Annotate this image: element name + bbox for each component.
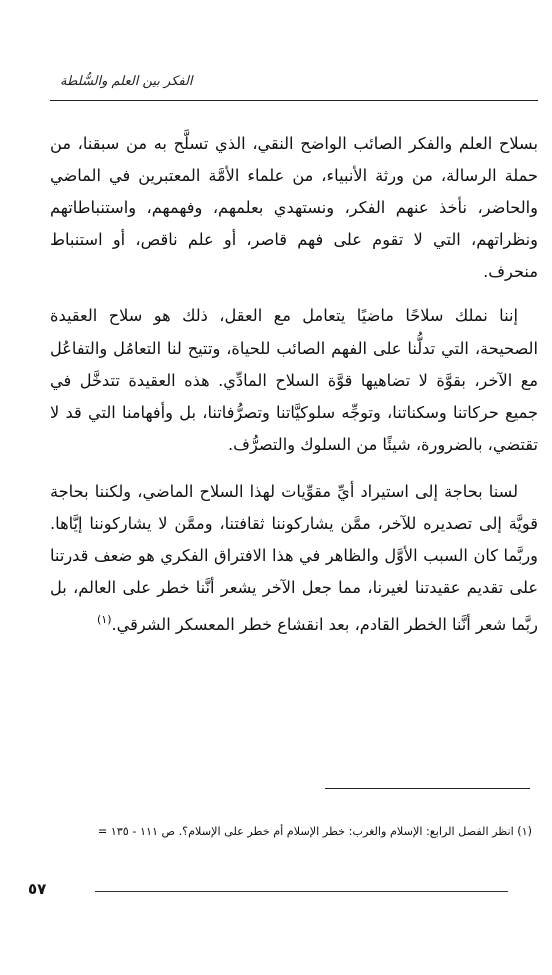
paragraph-2: إننا نملك سلاحًا ماضيًا يتعامل مع العقل، ذلك هو سلاح العقيدة الصحيحة، التي تدلُّنا على الفهم الصائب للحياة، وتتيح لنا التعامُل والتفاعُل مع الآخر، بقوَّة لا تضاهيها قوَّة السلاح المادِّي. هذه العقيدة تتدخَّل في جميع حركاتنا وسكناتنا، وتوجِّه سلوكيَّاتنا وتصرُّفاتنا، بل وأفهامنا التي قد لا تقتضي، بالضرورة، شيئًا من السلوك والتصرُّف. [50, 306, 538, 454]
paragraph-3 [50, 476, 538, 641]
running-title: الفكر بين العلم والسُّلطة [60, 74, 193, 89]
footer-rule [95, 891, 508, 892]
page-number: ٥٧ [28, 880, 47, 898]
footnote-reference[interactable]: (١) [97, 613, 112, 627]
header-rule [50, 100, 538, 101]
footnote: (١) انظر الفصل الرابع: الإسلام والغرب: خطر الإسلام أم خطر على الإسلام؟. ص ١١١ - ١٣٥ = [97, 825, 532, 838]
footnote-rule [325, 788, 530, 789]
paragraph-3-text: لسنا بحاجة إلى استيراد أيِّ مقوِّيات لهذا السلاح الماضي، ولكننا بحاجة قويَّة إلى تصديره للآخر، ممَّن يشاركوننا ثقافتنا، وممَّن لا يشاركوننا إيَّاها. وربَّما كان السبب الأوَّل والظاهر في هذا الافتراق الفكري هو ضعف قدرتنا على تقديم عقيدتنا لغيرنا، مما جعل الآخر يشعر أنَّنا خطر على العالم، بل ربَّما شعر أنَّنا الخطر القادم، بعد انقشاع خطر المعسكر الشرقي. [50, 481, 538, 635]
paragraph-1: بسلاح العلم والفكر الصائب الواضح النقي، الذي تسلَّح به من سبقنا، من حملة الرسالة، من ورثة الأنبياء، من علماء الأمَّة المعتبرين في الماضي والحاضر، نأخذ عنهم الفكر، ونستهدي بعلمهم، وفهمهم، واستنباطاتهم ونظراتهم، التي لا تقوم على فهم قاصر، أو علم ناقص، أو استنباط منحرف. [50, 134, 538, 282]
body-text [50, 128, 538, 641]
